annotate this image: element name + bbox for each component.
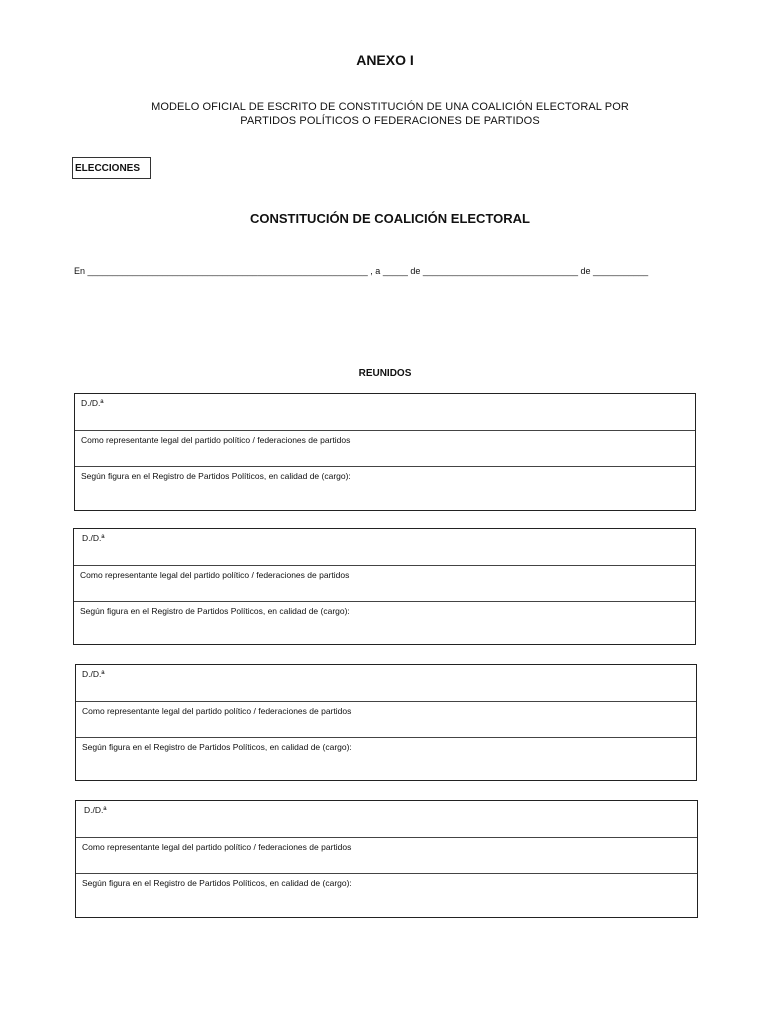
elecciones-box: ELECCIONES bbox=[72, 157, 151, 179]
representative-block-1 bbox=[74, 393, 696, 511]
registry-field[interactable] bbox=[76, 873, 697, 915]
representative-field[interactable] bbox=[74, 565, 695, 601]
name-label: D./D.ª bbox=[82, 533, 105, 543]
representative-label: Como representante legal del partido político / federaciones de partidos bbox=[82, 706, 352, 716]
representative-block-4 bbox=[75, 800, 698, 918]
representative-field[interactable] bbox=[76, 837, 697, 873]
representative-label: Como representante legal del partido político / federaciones de partidos bbox=[80, 570, 350, 580]
name-field[interactable] bbox=[75, 394, 695, 430]
registry-field[interactable] bbox=[76, 737, 696, 779]
registry-label: Según figura en el Registro de Partidos Políticos, en calidad de (cargo): bbox=[82, 742, 352, 752]
name-field[interactable] bbox=[74, 529, 695, 565]
subtitle-line-2: PARTIDOS POLÍTICOS O FEDERACIONES DE PARTIDOS bbox=[240, 115, 540, 127]
subtitle-line-1: MODELO OFICIAL DE ESCRITO DE CONSTITUCIÓN DE UNA COALICIÓN ELECTORAL POR bbox=[151, 101, 629, 113]
registry-label: Según figura en el Registro de Partidos Políticos, en calidad de (cargo): bbox=[81, 471, 351, 481]
reunidos-heading: REUNIDOS bbox=[358, 368, 412, 379]
place-date-line[interactable]: En ________________________________________________________ , a _____ de _______________________________ de ___________ bbox=[74, 266, 649, 276]
registry-field[interactable] bbox=[74, 601, 695, 643]
name-label: D./D.ª bbox=[84, 805, 107, 815]
document-subtitle bbox=[100, 100, 680, 128]
representative-block-2 bbox=[73, 528, 696, 645]
registry-field[interactable] bbox=[75, 466, 695, 508]
representative-field[interactable] bbox=[75, 430, 695, 466]
registry-label: Según figura en el Registro de Partidos Políticos, en calidad de (cargo): bbox=[82, 878, 352, 888]
representative-block-3 bbox=[75, 664, 697, 781]
name-field[interactable] bbox=[76, 665, 696, 701]
document-title: ANEXO I bbox=[356, 52, 414, 68]
section-heading: CONSTITUCIÓN DE COALICIÓN ELECTORAL bbox=[250, 211, 530, 226]
representative-label: Como representante legal del partido político / federaciones de partidos bbox=[81, 435, 351, 445]
name-label: D./D.ª bbox=[82, 669, 105, 679]
registry-label: Según figura en el Registro de Partidos Políticos, en calidad de (cargo): bbox=[80, 606, 350, 616]
name-label: D./D.ª bbox=[81, 398, 104, 408]
name-field[interactable] bbox=[76, 801, 697, 837]
representative-label: Como representante legal del partido político / federaciones de partidos bbox=[82, 842, 352, 852]
representative-field[interactable] bbox=[76, 701, 696, 737]
